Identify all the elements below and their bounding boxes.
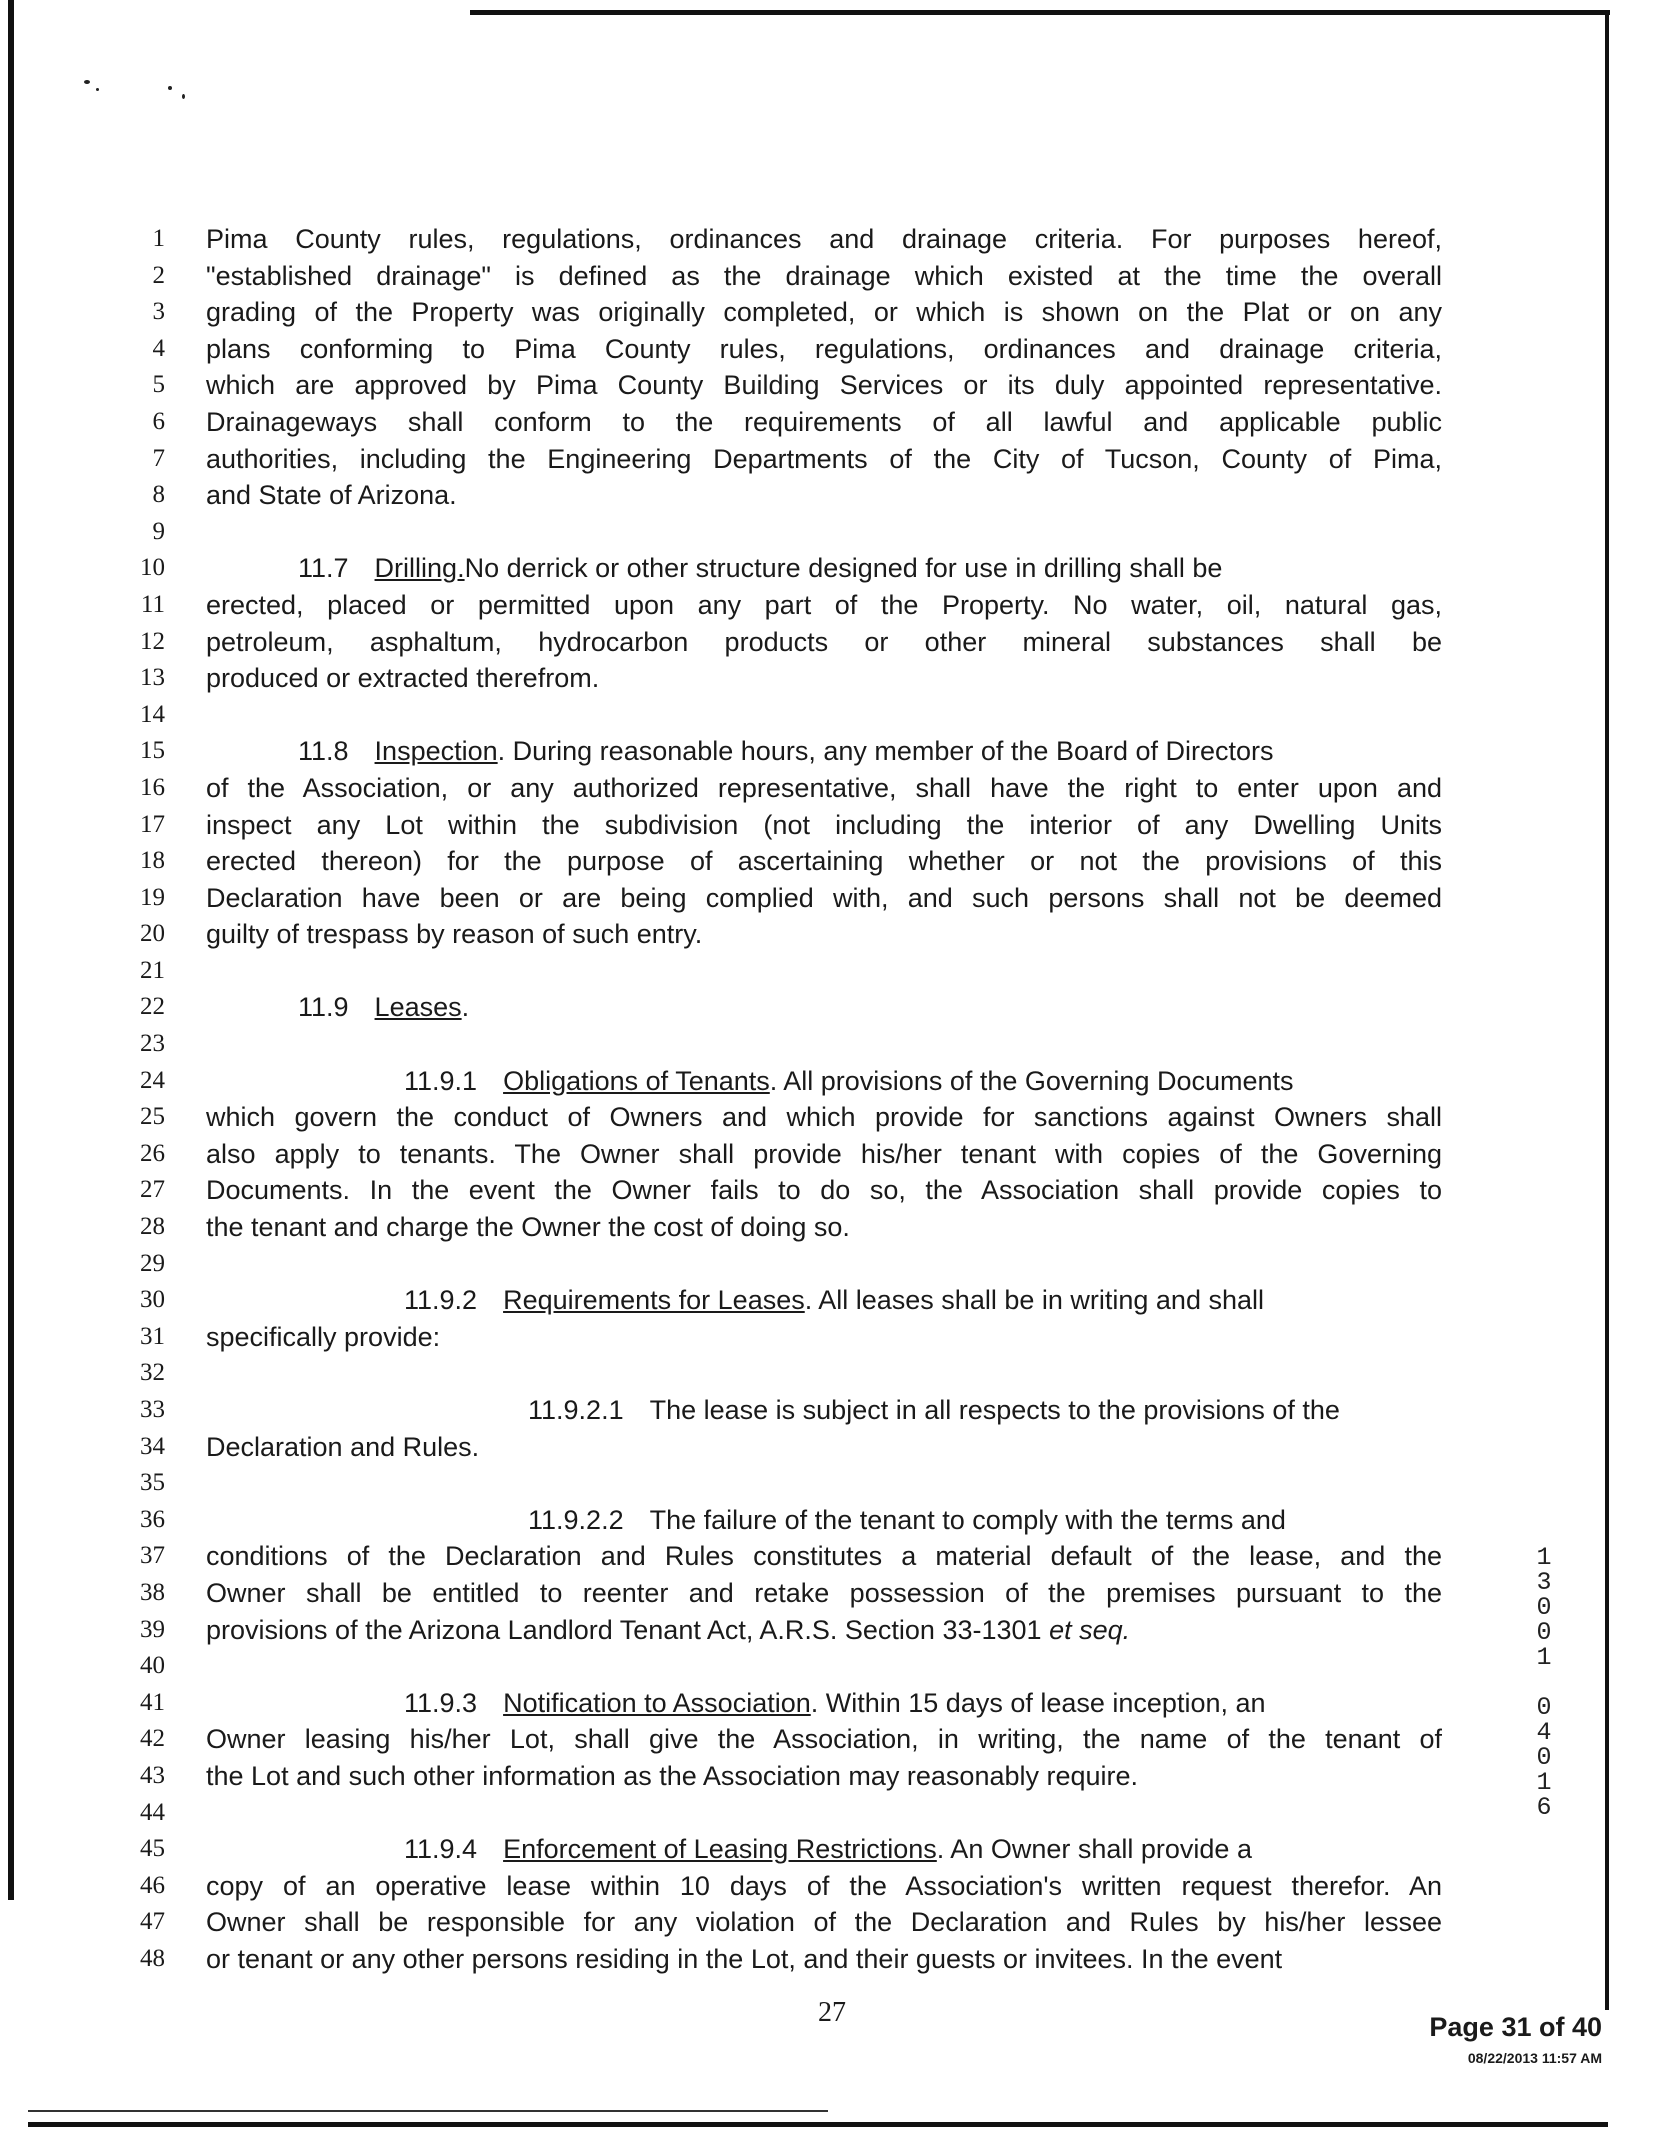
scan-border-bottom: [28, 2122, 1608, 2127]
document-line: [0, 1538, 1664, 1575]
line-body: . During reasonable hours, any member of the Board of Directors: [497, 736, 1274, 767]
line-text: [206, 441, 1442, 478]
line-number: 47: [140, 1908, 165, 1936]
document-line: [0, 807, 1664, 844]
line-body: the Lot and such other information as the Association may reasonably require.: [206, 1760, 1139, 1791]
line-number: 4: [152, 334, 165, 362]
section-heading: Obligations of Tenants: [503, 1065, 770, 1096]
section-heading: Drilling.: [374, 553, 465, 584]
line-body: erected, placed or permitted upon any part of the Property. No water, oil, natural gas,: [206, 589, 1442, 620]
line-text: [206, 1831, 1442, 1868]
line-text: [206, 1502, 1442, 1539]
document-line: [0, 1063, 1664, 1100]
document-line: [0, 1685, 1664, 1722]
document-line: [0, 441, 1664, 478]
document-line: [0, 660, 1664, 697]
line-text: [206, 1538, 1442, 1575]
section-number: 11.9.1: [404, 1065, 478, 1096]
line-text: [206, 989, 1442, 1026]
line-text: [206, 1904, 1442, 1941]
line-text: [206, 916, 1442, 953]
scan-speck: [96, 88, 99, 91]
line-body: Owner leasing his/her Lot, shall give the Association, in writing, the name of the tenant of: [206, 1724, 1442, 1755]
line-text: [206, 404, 1442, 441]
document-line: [0, 367, 1664, 404]
line-number: 39: [140, 1615, 165, 1643]
line-body: No derrick or other structure designed for use in drilling shall be: [464, 553, 1223, 584]
line-text: [206, 1099, 1442, 1136]
recording-digit: 0: [1536, 1593, 1552, 1622]
line-body: petroleum, asphaltum, hydrocarbon products or other mineral substances shall be: [206, 626, 1442, 657]
line-number: 37: [140, 1542, 165, 1570]
document-line: [0, 1429, 1664, 1466]
recording-digit: 1: [1536, 1543, 1552, 1572]
line-body: also apply to tenants. The Owner shall provide his/her tenant with copies of the Governing: [206, 1138, 1442, 1169]
document-line: [0, 1355, 1664, 1392]
document-line: [0, 1831, 1664, 1868]
line-number: 9: [152, 517, 165, 545]
line-number: 14: [140, 700, 165, 728]
document-line: [0, 1758, 1664, 1795]
document-line: [0, 1026, 1664, 1063]
scan-speck: [84, 80, 90, 84]
document-line: [0, 221, 1664, 258]
section-heading: Leases: [374, 992, 462, 1023]
line-number: 13: [140, 664, 165, 692]
section-number: 11.9.2.1: [528, 1395, 624, 1425]
line-text: [206, 1685, 1442, 1722]
line-number: 11: [140, 590, 165, 618]
recording-digit: 0: [1536, 1743, 1552, 1772]
section-number: 11.8: [298, 736, 349, 767]
recorder-date-stamp: 08/22/2013 11:57 AM: [1467, 2050, 1602, 2066]
section-heading: Requirements for Leases: [503, 1285, 805, 1316]
document-line: [0, 1099, 1664, 1136]
section-number: 11.9.2: [404, 1285, 478, 1316]
line-body: The failure of the tenant to comply with the terms and: [649, 1504, 1286, 1535]
line-number: 26: [140, 1139, 165, 1167]
page-number: 27: [818, 1997, 846, 2028]
document-body: [0, 221, 1664, 1978]
line-number: 32: [140, 1359, 165, 1387]
line-body: Pima County rules, regulations, ordinances and drainage criteria. For purposes hereof,: [206, 224, 1442, 254]
line-text: [206, 660, 1442, 697]
section-number: 11.9.4: [404, 1834, 478, 1865]
document-line: [0, 514, 1664, 551]
line-number: 22: [140, 993, 165, 1021]
recording-digit: 0: [1536, 1618, 1552, 1647]
line-body: guilty of trespass by reason of such entry.: [206, 919, 703, 950]
line-body: grading of the Property was originally completed, or which is shown on the Plat or on any: [206, 297, 1442, 328]
line-body: conditions of the Declaration and Rules constitutes a material default of the lease, and the: [206, 1541, 1442, 1572]
line-body: the tenant and charge the Owner the cost of doing so.: [206, 1212, 850, 1243]
line-number: 21: [140, 956, 165, 984]
document-line: [0, 1904, 1664, 1941]
recording-digit: 1: [1536, 1768, 1552, 1797]
line-text: [206, 1575, 1442, 1612]
section-number: 11.9: [298, 992, 349, 1023]
line-body: . Within 15 days of lease inception, an: [810, 1687, 1266, 1718]
line-number: 16: [140, 773, 165, 801]
line-number: 31: [140, 1322, 165, 1350]
document-line: [0, 294, 1664, 331]
document-line: [0, 1172, 1664, 1209]
document-line: [0, 770, 1664, 807]
line-number: 34: [140, 1432, 165, 1460]
line-number: 6: [152, 407, 165, 435]
line-text: [206, 587, 1442, 624]
line-body: The lease is subject in all respects to the provisions of the: [649, 1395, 1340, 1425]
line-number: 3: [152, 298, 165, 326]
recording-digit: 0: [1536, 1693, 1552, 1722]
document-line: [0, 1319, 1664, 1356]
line-body: produced or extracted therefrom.: [206, 663, 600, 694]
recording-number: [1532, 1545, 1556, 1820]
document-line: [0, 404, 1664, 441]
line-text: [206, 1612, 1442, 1649]
line-body: specifically provide:: [206, 1321, 441, 1352]
section-number: 11.7: [298, 553, 349, 584]
line-number: 46: [140, 1871, 165, 1899]
line-body: inspect any Lot within the subdivision (not including the interior of any Dwelling Units: [206, 809, 1442, 840]
line-body: . All leases shall be in writing and shall: [804, 1285, 1264, 1316]
document-line: [0, 331, 1664, 368]
scan-speck: [182, 94, 185, 99]
line-text: [206, 1209, 1442, 1246]
recording-digit: 4: [1536, 1718, 1552, 1747]
document-line: [0, 1392, 1664, 1429]
line-body: . All provisions of the Governing Documents: [769, 1065, 1294, 1096]
line-number: 15: [140, 737, 165, 765]
line-number: 23: [140, 1030, 165, 1058]
line-body: Documents. In the event the Owner fails to do so, the Association shall provide copies to: [206, 1175, 1442, 1206]
recording-digit: 3: [1536, 1568, 1552, 1597]
line-body: of the Association, or any authorized representative, shall have the right to enter upon and: [206, 772, 1442, 803]
document-line: [0, 1282, 1664, 1319]
line-number: 41: [140, 1688, 165, 1716]
line-body: copy of an operative lease within 10 days of the Association's written request therefor. An: [206, 1870, 1442, 1901]
document-line: [0, 1136, 1664, 1173]
line-number: 35: [140, 1469, 165, 1497]
line-number: 44: [140, 1798, 165, 1826]
document-line: [0, 1795, 1664, 1832]
line-body: plans conforming to Pima County rules, regulations, ordinances and drainage criteria,: [206, 333, 1442, 364]
line-number: 40: [140, 1652, 165, 1680]
scan-border-bottom-thin: [28, 2110, 828, 2112]
line-number: 28: [140, 1213, 165, 1241]
line-text: [206, 331, 1442, 368]
document-line: [0, 953, 1664, 990]
line-text: [206, 1136, 1442, 1173]
line-text: [206, 550, 1442, 587]
line-body: . An Owner shall provide a: [936, 1834, 1252, 1865]
line-text: [206, 733, 1442, 770]
line-body: Drainageways shall conform to the requirements of all lawful and applicable public: [206, 406, 1442, 437]
line-body: provisions of the Arizona Landlord Tenant Act, A.R.S. Section 33-1301: [206, 1614, 1042, 1645]
line-text: [206, 1941, 1442, 1978]
line-text: [206, 294, 1442, 331]
line-number: 36: [140, 1505, 165, 1533]
document-line: [0, 1648, 1664, 1685]
section-heading: Notification to Association: [503, 1687, 811, 1718]
line-number: 12: [140, 627, 165, 655]
document-line: [0, 477, 1664, 514]
line-text: [206, 258, 1442, 295]
line-text: [206, 1063, 1442, 1100]
document-line: [0, 989, 1664, 1026]
document-line: [0, 1868, 1664, 1905]
line-text: [206, 1758, 1442, 1795]
document-line: [0, 733, 1664, 770]
document-line: [0, 1718, 1664, 1758]
line-body: Owner shall be entitled to reenter and retake possession of the premises pursuant to the: [206, 1577, 1442, 1608]
line-body: which are approved by Pima County Building Services or its duly appointed representative.: [206, 370, 1442, 401]
line-body: erected thereon) for the purpose of ascertaining whether or not the provisions of this: [206, 846, 1442, 877]
recording-digit: [1532, 1670, 1556, 1695]
line-number: 27: [140, 1176, 165, 1204]
line-body: authorities, including the Engineering Departments of the City of Tucson, County of Pima,: [206, 443, 1442, 474]
line-number: 18: [140, 847, 165, 875]
document-line: [0, 1209, 1664, 1246]
line-number: 38: [140, 1578, 165, 1606]
line-text: [206, 1429, 1442, 1466]
section-heading: Enforcement of Leasing Restrictions: [503, 1834, 937, 1865]
section-number: 11.9.2.2: [528, 1504, 624, 1535]
line-body: which govern the conduct of Owners and which provide for sanctions against Owners shall: [206, 1102, 1442, 1133]
document-line: [0, 1246, 1664, 1283]
line-number: 20: [140, 920, 165, 948]
line-text: [206, 367, 1442, 404]
line-body: and State of Arizona.: [206, 480, 457, 511]
line-text: [206, 1319, 1442, 1356]
document-line: [0, 843, 1664, 880]
line-body: Declaration have been or are being complied with, and such persons shall not be deemed: [206, 882, 1442, 913]
line-number: 5: [152, 371, 165, 399]
document-line: [0, 1941, 1664, 1978]
line-body: Declaration and Rules.: [206, 1431, 480, 1462]
recording-digit: 6: [1536, 1793, 1552, 1822]
document-line: [0, 587, 1664, 624]
scan-border-top: [470, 10, 1610, 15]
section-number: 11.9.3: [404, 1687, 478, 1718]
latin-citation: et seq.: [1049, 1614, 1131, 1645]
line-number: 19: [140, 883, 165, 911]
line-text: [206, 807, 1442, 844]
document-line: [0, 1612, 1664, 1649]
line-text: [206, 477, 1442, 514]
line-text: [206, 1172, 1442, 1209]
line-number: 33: [140, 1396, 165, 1423]
scan-speck: [168, 86, 172, 90]
line-text: [206, 1392, 1442, 1429]
line-text: [206, 1721, 1442, 1758]
document-line: [0, 258, 1664, 295]
line-body: Owner shall be responsible for any violation of the Declaration and Rules by his/her lessee: [206, 1907, 1442, 1938]
line-number: 25: [140, 1103, 165, 1131]
document-line: [0, 697, 1664, 734]
line-text: [206, 843, 1442, 880]
line-text: [206, 770, 1442, 807]
line-number: 2: [152, 261, 165, 289]
line-text: [206, 221, 1442, 258]
document-line: [0, 880, 1664, 917]
line-text: [206, 1868, 1442, 1905]
line-body: .: [461, 992, 470, 1023]
document-line: [0, 1465, 1664, 1502]
line-number: 24: [140, 1066, 165, 1094]
document-line: [0, 916, 1664, 953]
line-number: 42: [140, 1725, 165, 1753]
line-number: 29: [140, 1249, 165, 1277]
line-number: 30: [140, 1286, 165, 1314]
document-line: [0, 550, 1664, 587]
line-text: [206, 880, 1442, 917]
line-text: [206, 1282, 1442, 1319]
line-number: 43: [140, 1761, 165, 1789]
line-number: 10: [140, 554, 165, 582]
line-number: 1: [152, 225, 165, 252]
recorder-page-stamp: Page 31 of 40: [1429, 2012, 1602, 2042]
line-number: 45: [140, 1835, 165, 1863]
line-number: 7: [152, 444, 165, 472]
line-body: "established drainage" is defined as the drainage which existed at the time the overall: [206, 260, 1442, 291]
recording-digit: 1: [1536, 1643, 1552, 1672]
line-body: or tenant or any other persons residing in the Lot, and their guests or invitees. In the event: [206, 1943, 1283, 1974]
line-number: 17: [140, 810, 165, 838]
line-number: 48: [140, 1944, 165, 1972]
document-line: [0, 624, 1664, 661]
line-text: [206, 624, 1442, 661]
section-heading: Inspection: [374, 736, 498, 767]
line-number: 8: [152, 481, 165, 509]
document-line: [0, 1502, 1664, 1539]
document-line: [0, 1575, 1664, 1612]
